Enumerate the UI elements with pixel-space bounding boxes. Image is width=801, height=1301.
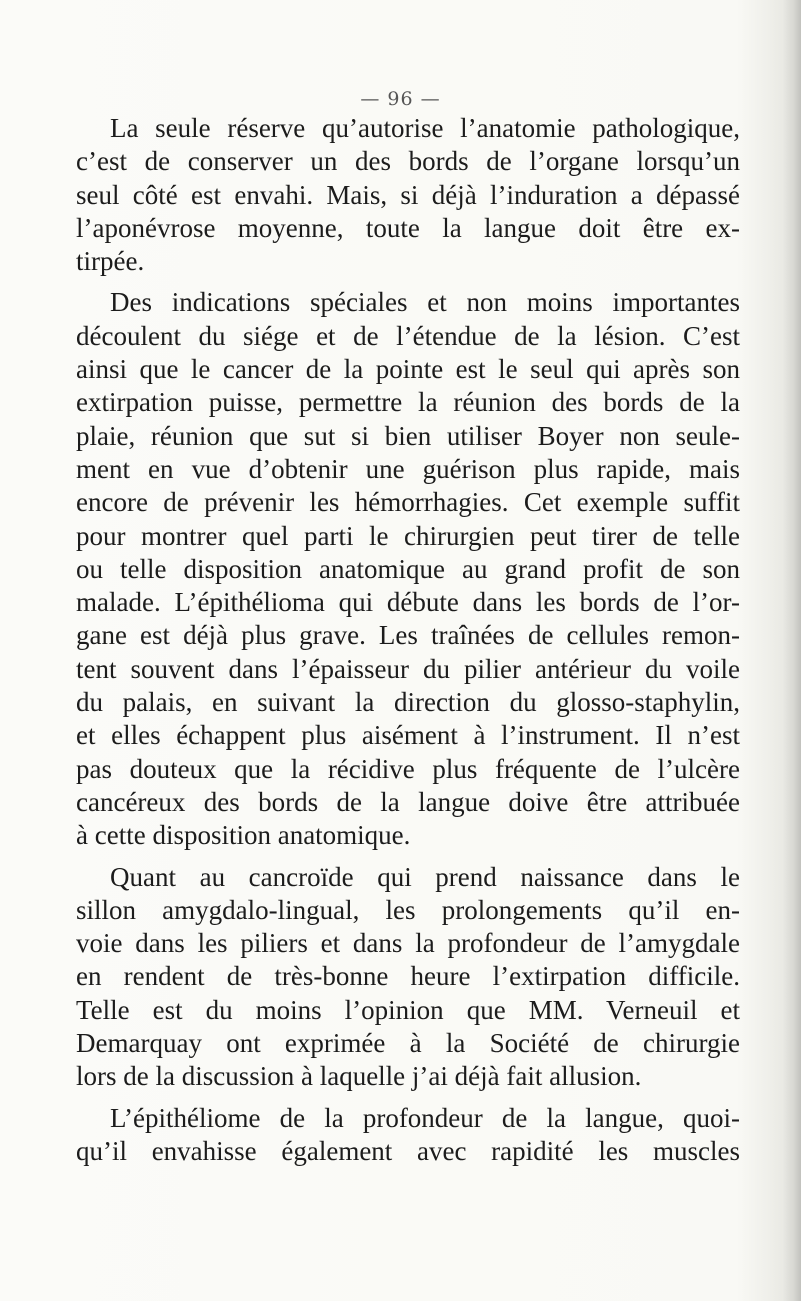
text-line: pour montrer quel parti le chirurgien peut tirer de telle	[76, 520, 740, 551]
text-line: Demarquay ont exprimée à la Société de chirurgie	[76, 1028, 740, 1059]
text-line: ou telle disposition anatomique au grand profit de son	[76, 553, 740, 584]
text-line: gane est déjà plus grave. Les traînées de cellules remon-	[76, 620, 740, 651]
text-line: pas douteux que la récidive plus fréquente de l’ulcère	[76, 753, 740, 784]
text-line: L’épithéliome de la profondeur de la langue, quoi-	[110, 1102, 740, 1133]
text-line: extirpation puisse, permettre la réunion des bords de la	[76, 387, 740, 418]
text-line: malade. L’épithélioma qui débute dans les bords de l’or-	[76, 587, 740, 618]
paragraph-4	[76, 1102, 740, 1169]
text-line: et elles échappent plus aisément à l’instrument. Il n’est	[76, 720, 740, 751]
text-line: sillon amygdalo-lingual, les prolongements qu’il en-	[76, 894, 740, 925]
text-line: cancéreux des bords de la langue doive être attribuée	[76, 786, 740, 817]
page-edge-shadow	[783, 0, 801, 1301]
text-line: du palais, en suivant la direction du glosso-staphylin,	[76, 687, 740, 718]
text-line: à cette disposition anatomique.	[76, 820, 411, 851]
paragraph-3	[76, 861, 740, 1094]
text-line: Des indications spéciales et non moins importantes	[110, 287, 740, 318]
text-line: La seule réserve qu’autorise l’anatomie pathologique,	[110, 113, 740, 143]
paragraph-1	[76, 112, 740, 278]
text-line: Telle est du moins l’opinion que MM. Verneuil et	[76, 994, 740, 1025]
text-line: Quant au cancroïde qui prend naissance dans le	[110, 861, 740, 892]
text-line: découlent du siége et de l’étendue de la lésion. C’est	[76, 320, 740, 351]
text-line: ment en vue d’obtenir une guérison plus rapide, mais	[76, 453, 740, 484]
text-line: tirpée.	[76, 246, 145, 277]
paragraph-2	[76, 286, 740, 852]
body-text	[76, 112, 740, 1168]
text-line: lors de la discussion à laquelle j’ai déjà fait allusion.	[76, 1061, 642, 1092]
text-line: seul côté est envahi. Mais, si déjà l’induration a dépassé	[76, 179, 740, 210]
text-line: voie dans les piliers et dans la profondeur de l’amygdale	[76, 928, 740, 959]
page-number: — 96 —	[360, 88, 441, 110]
text-line: en rendent de très-bonne heure l’extirpation difficile.	[76, 961, 740, 992]
text-line: l’aponévrose moyenne, toute la langue doit être ex-	[76, 212, 740, 243]
text-line: qu’il envahisse également avec rapidité les muscles	[76, 1135, 740, 1166]
text-line: plaie, réunion que sut si bien utiliser Boyer non seule-	[76, 420, 740, 451]
text-line: ainsi que le cancer de la pointe est le seul qui après son	[76, 354, 740, 385]
text-line: encore de prévenir les hémorrhagies. Cet exemple suffit	[76, 487, 740, 518]
text-line: tent souvent dans l’épaisseur du pilier antérieur du voile	[76, 653, 740, 684]
text-line: c’est de conserver un des bords de l’organe lorsqu’un	[76, 146, 740, 177]
